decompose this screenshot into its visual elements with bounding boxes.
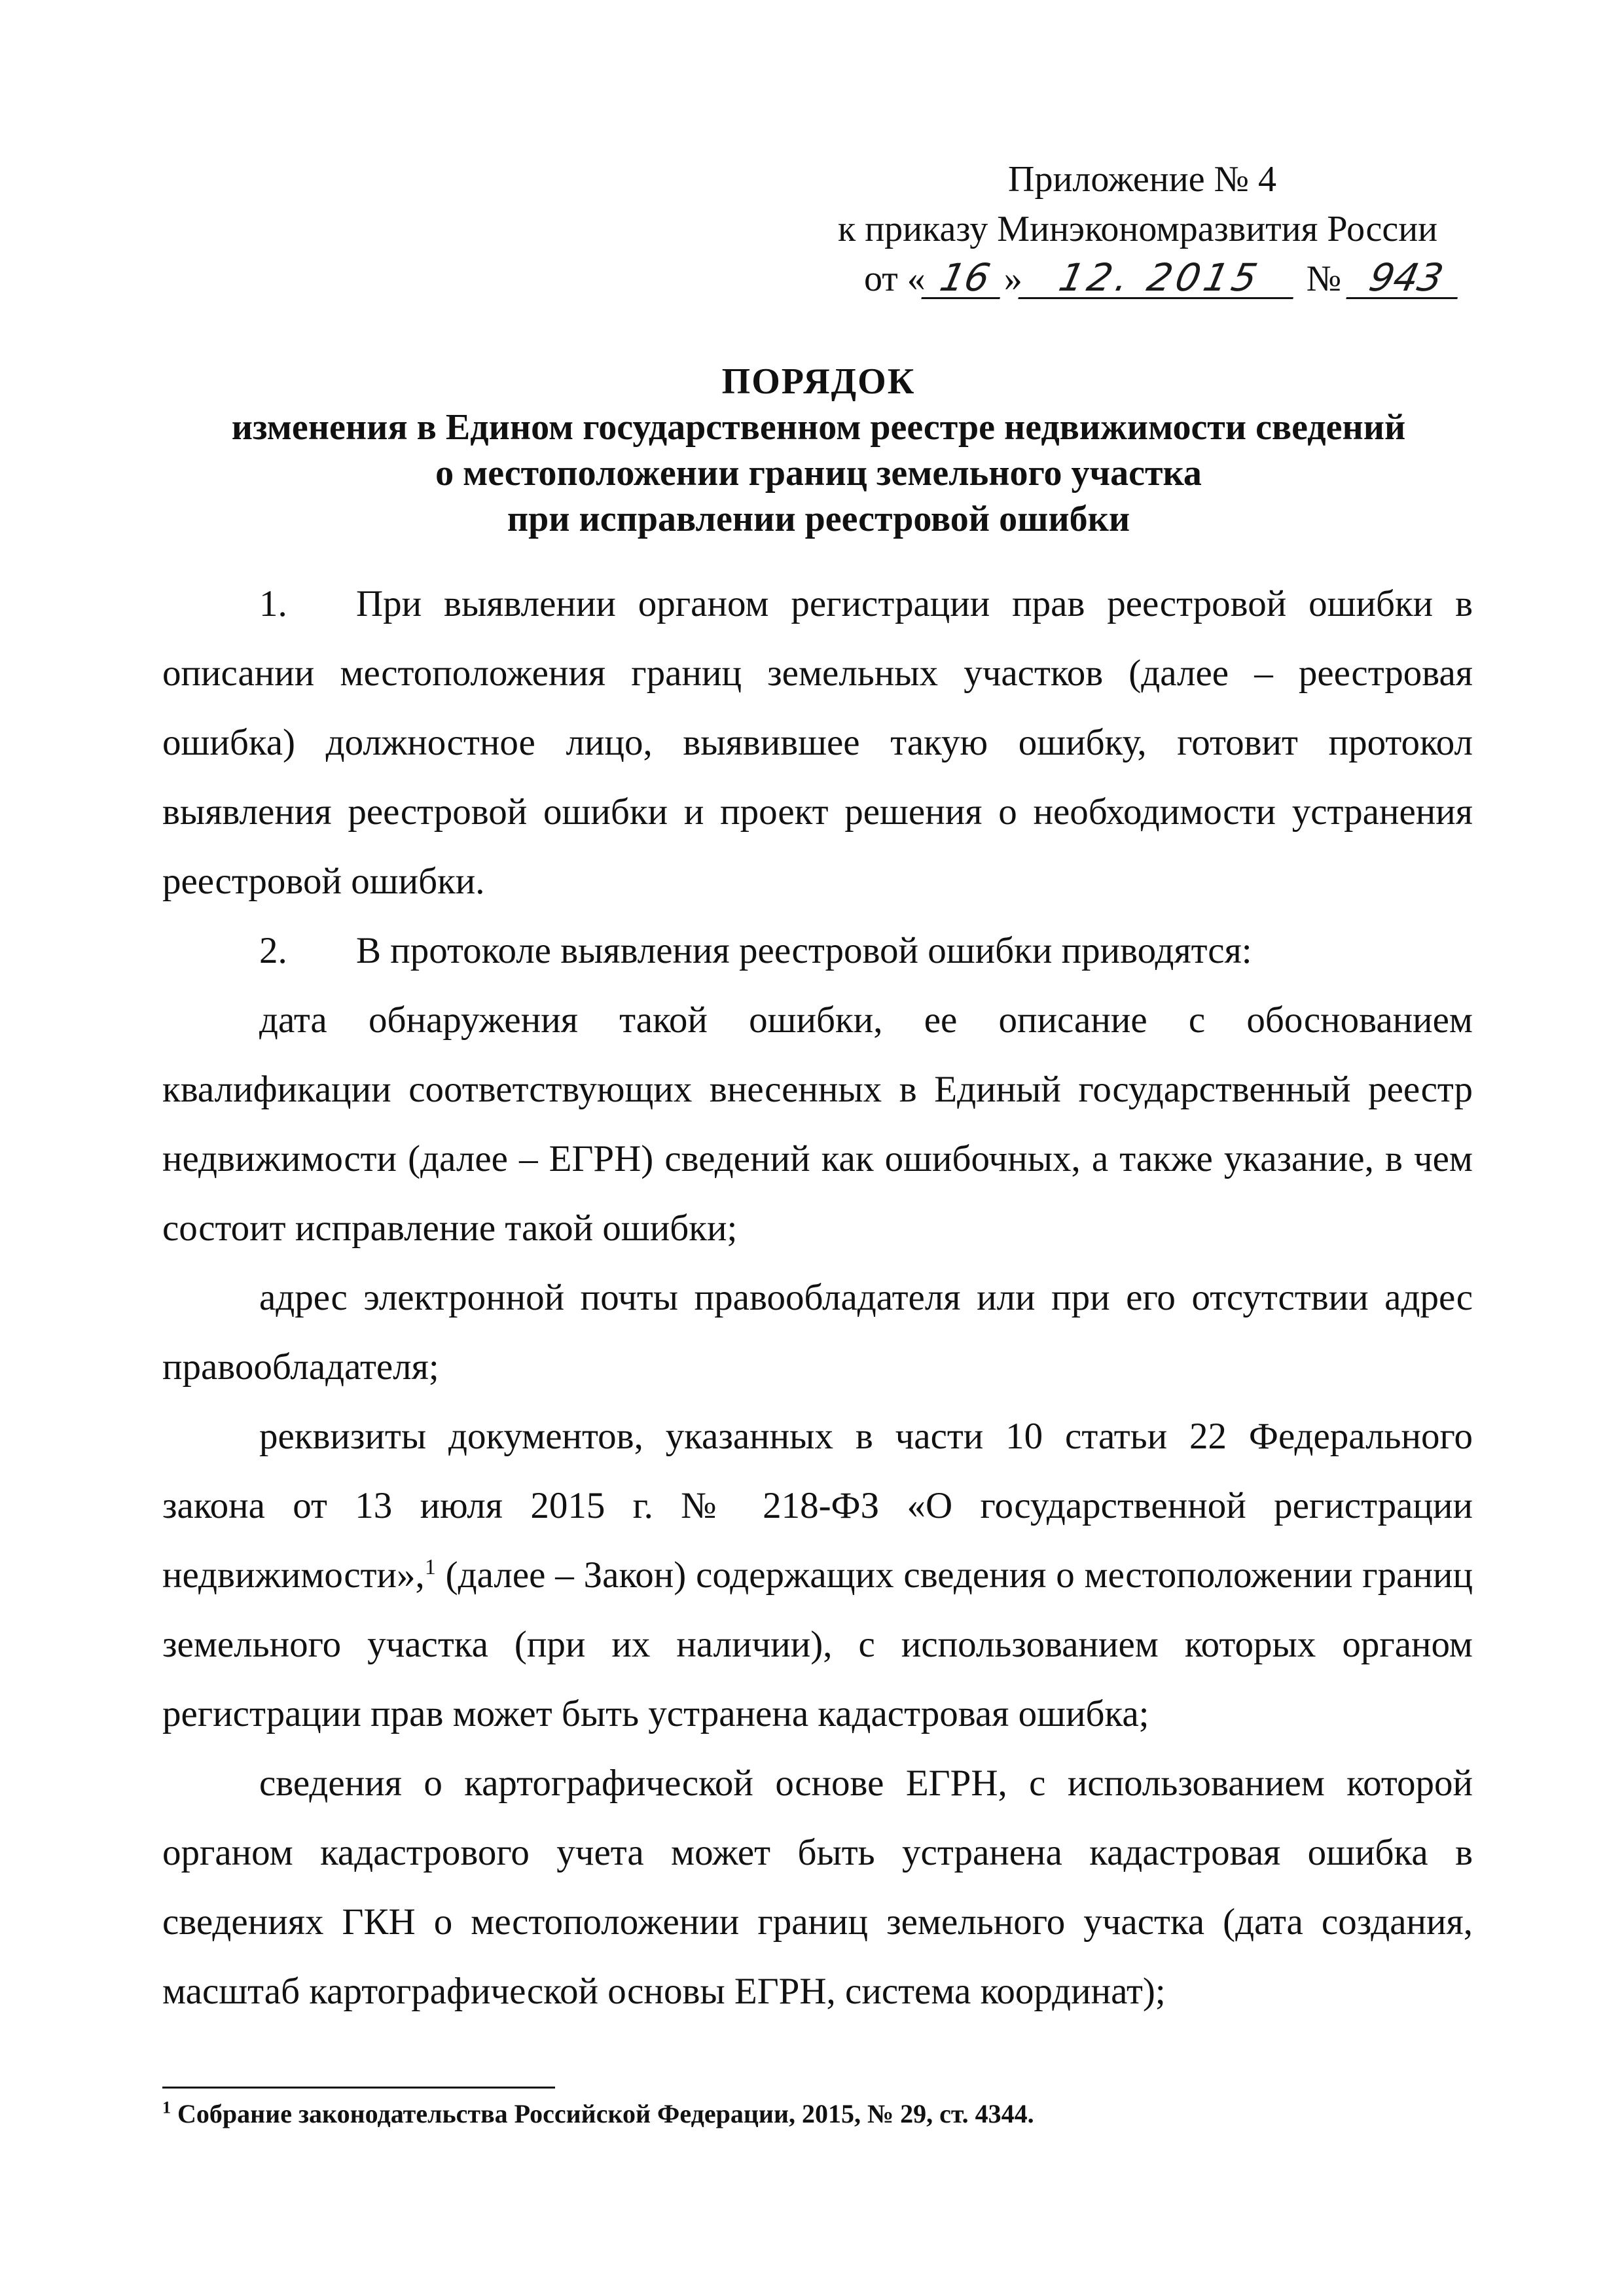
date-quote-close: » — [1003, 259, 1022, 299]
paragraph-5-text-before: реквизиты документов, указанных в части 10 статьи 22 Федерального закона от 13 июля 2015 г. № 218-ФЗ «О государственной регистрации недвижимости», — [162, 1416, 1473, 1596]
number-sign: № — [1306, 259, 1342, 299]
footnote-reference: 1 — [424, 1555, 436, 1579]
footnote — [162, 2094, 1406, 2134]
appendix-title: Приложение № 4 — [1008, 159, 1276, 200]
title-line-2: изменения в Едином государственном реестре недвижимости сведений — [231, 407, 1406, 448]
paragraph-1-text: При выявлении органом регистрации прав реестровой ошибки в описании местоположения границ земельных участков (далее – реестровая ошибка) должностное лицо, выявившее такую ошибку, готовит протокол выявления реестровой ошибки и проект решения о необходимости устранения реестровой ошибки. — [162, 583, 1473, 902]
date-day-handwritten: 16 — [921, 258, 1008, 299]
paragraph-1-number: 1. — [259, 583, 287, 624]
paragraph-2-text: В протоколе выявления реестровой ошибки приводятся: — [356, 930, 1252, 971]
title-line-4: при исправлении реестровой ошибки — [507, 499, 1130, 539]
title-line-3: о местоположении границ земельного участка — [435, 453, 1202, 493]
paragraph-3: дата обнаружения такой ошибки, ее описание с обоснованием квалификации соответствующих внесенных в Единый государственный реестр недвижимости (далее – ЕГРН) сведений как ошибочных, а также указание, в чем состоит исправление такой ошибки; — [162, 999, 1473, 1249]
paragraph-5 — [162, 1402, 1473, 1749]
title-main: ПОРЯДОК — [721, 361, 916, 402]
paragraph-2-number: 2. — [259, 930, 287, 971]
paragraph-1 — [162, 569, 1473, 916]
document-body — [162, 569, 1473, 2026]
paragraph-6: сведения о картографической основе ЕГРН, с использованием которой органом кадастрового учета может быть устранена кадастровая ошибка в сведениях ГКН о местоположении границ земельного участка (дата создания, масштаб картографической основы ЕГРН, система координат); — [162, 1763, 1473, 2012]
document-title — [0, 359, 1624, 542]
appendix-date-number — [825, 254, 1473, 306]
order-number-handwritten: 943 — [1346, 258, 1466, 299]
footnote-mark: 1 — [162, 2098, 171, 2117]
paragraph-5-text-after: (далее – Закон) содержащих сведения о местоположении границ земельного участка (при их наличии), с использованием которых органом регистрации прав может быть устранена кадастровая ошибка; — [162, 1554, 1473, 1734]
date-month-year-handwritten: 12. 2015 — [1018, 258, 1301, 299]
paragraph-4: адрес электронной почты правообладателя или при его отсутствии адрес правообладателя; — [162, 1277, 1473, 1388]
appendix-block — [825, 154, 1473, 306]
paragraph-2 — [162, 916, 1473, 986]
appendix-order-ref: к приказу Минэкономразвития России — [838, 209, 1438, 249]
footnote-divider — [162, 2087, 555, 2089]
footnote-text: Собрание законодательства Российской Федерации, 2015, № 29, ст. 4344. — [171, 2099, 1034, 2128]
date-prefix: от « — [864, 259, 926, 299]
